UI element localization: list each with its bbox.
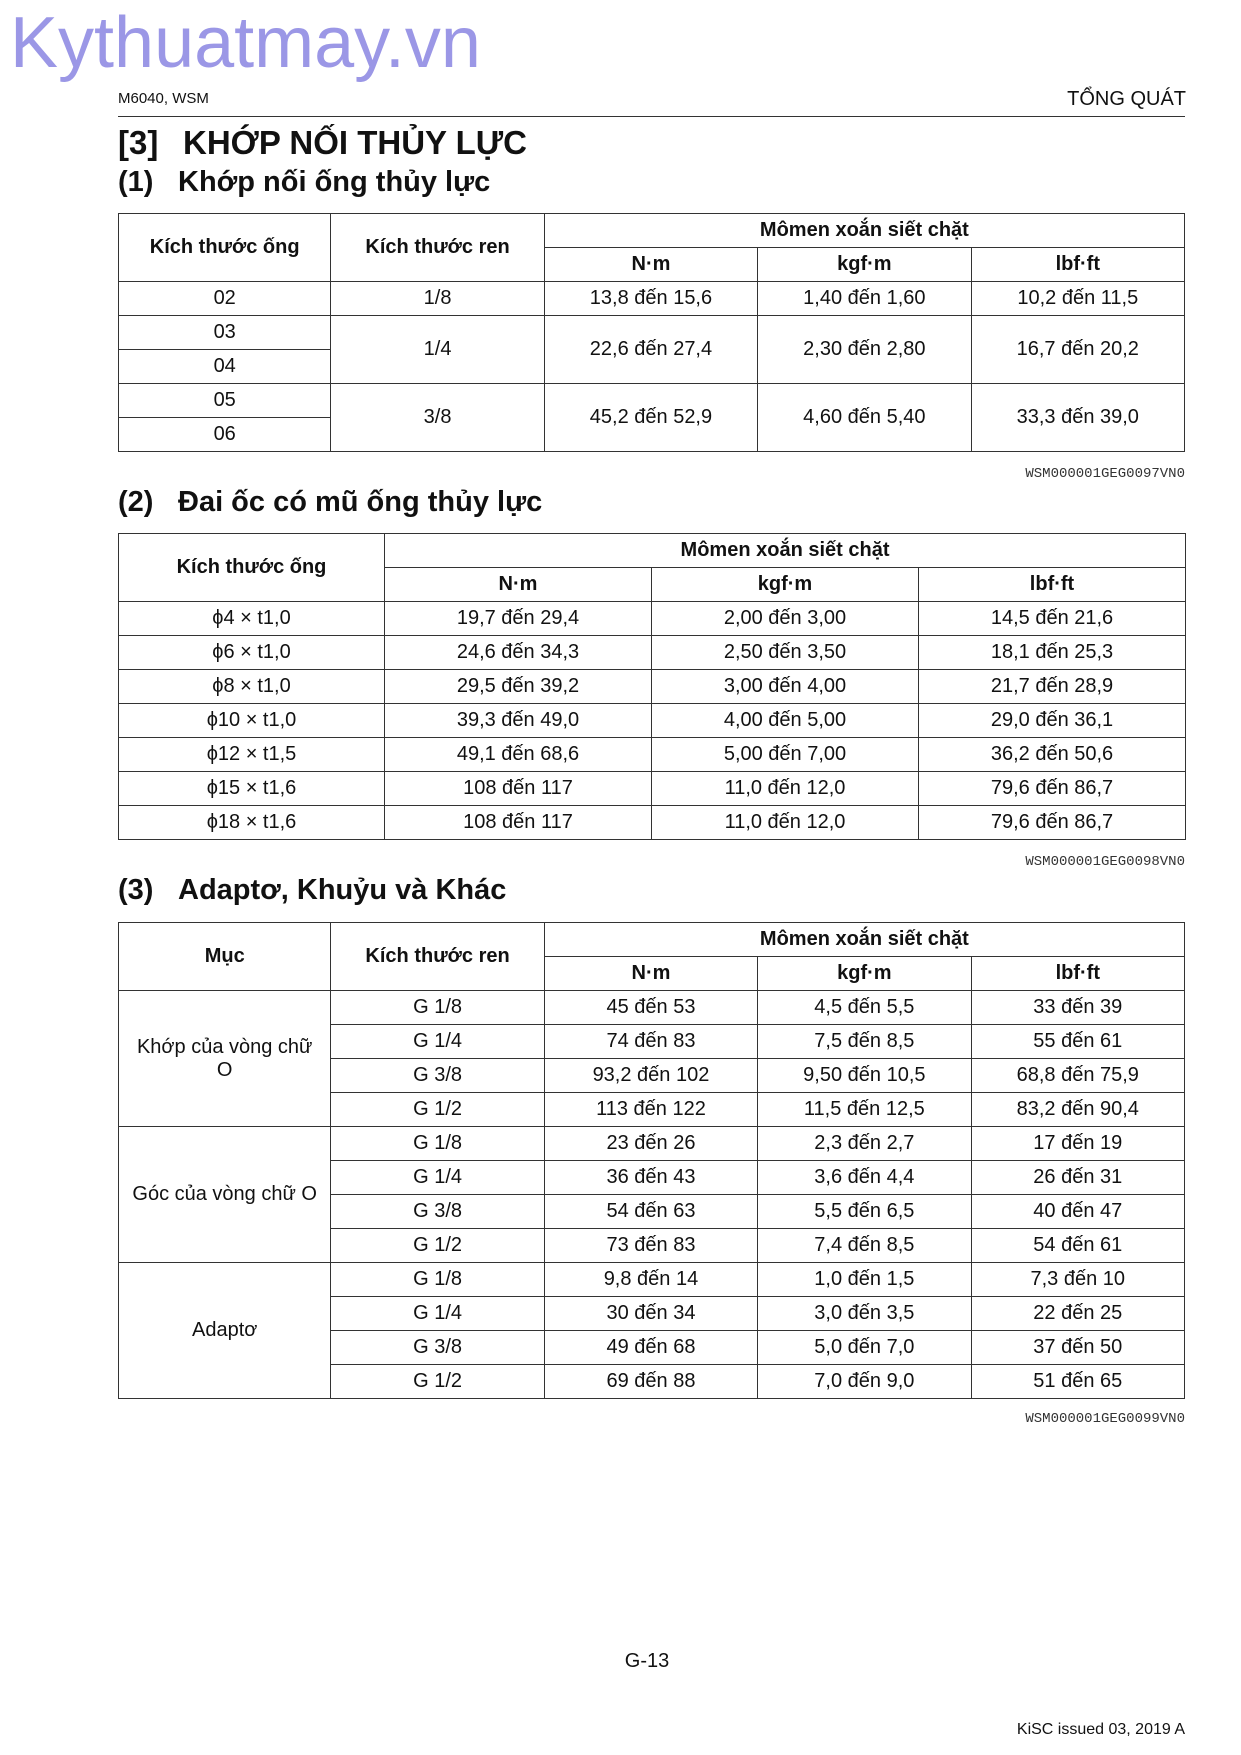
kgf-cell: 2,3 đến 2,7 xyxy=(758,1127,971,1161)
subsection-title: Adaptơ, Khuỷu và Khác xyxy=(178,874,507,906)
thread-cell: G 1/8 xyxy=(331,1127,544,1161)
document-code-1: WSM000001GEG0097VN0 xyxy=(1025,466,1185,482)
unit-kgfm: kgf·m xyxy=(652,568,919,602)
nm-cell: 13,8 đến 15,6 xyxy=(544,282,757,316)
kgf-cell: 11,0 đến 12,0 xyxy=(652,772,919,806)
unit-lbfft: lbf·ft xyxy=(971,957,1184,991)
header-model: M6040, WSM xyxy=(118,90,209,107)
table-row xyxy=(119,738,1186,772)
nm-cell: 113 đến 122 xyxy=(544,1093,757,1127)
kgf-cell: 5,00 đến 7,00 xyxy=(652,738,919,772)
subsection-title: Khớp nối ống thủy lực xyxy=(178,166,491,198)
kgf-cell: 7,0 đến 9,0 xyxy=(758,1365,971,1399)
thread-cell: G 1/2 xyxy=(331,1365,544,1399)
nm-cell: 49 đến 68 xyxy=(544,1331,757,1365)
pipe-size-cell: 02 xyxy=(119,282,331,316)
pipe-size-cell: 04 xyxy=(119,350,331,384)
col-header-thread-size: Kích thước ren xyxy=(331,214,544,282)
table-row xyxy=(119,670,1186,704)
page-number: G-13 xyxy=(624,1650,670,1672)
table-row xyxy=(119,1263,1185,1297)
col-header-item: Mục xyxy=(119,923,331,991)
nm-cell: 45 đến 53 xyxy=(544,991,757,1025)
unit-kgfm: kgf·m xyxy=(758,957,971,991)
thread-cell: G 1/8 xyxy=(331,1263,544,1297)
kgf-cell: 4,5 đến 5,5 xyxy=(758,991,971,1025)
thread-cell: G 3/8 xyxy=(331,1331,544,1365)
lbf-cell: 79,6 đến 86,7 xyxy=(919,772,1186,806)
nm-cell: 69 đến 88 xyxy=(544,1365,757,1399)
header-rule xyxy=(118,116,1185,117)
table-row xyxy=(119,316,1185,350)
nm-cell: 23 đến 26 xyxy=(544,1127,757,1161)
footer-issue: KiSC issued 03, 2019 A xyxy=(1016,1721,1185,1738)
table-row xyxy=(119,704,1186,738)
subsection-number: (2) xyxy=(118,486,154,518)
unit-nm: N·m xyxy=(544,248,757,282)
table-row xyxy=(119,991,1185,1025)
table-row xyxy=(119,1127,1185,1161)
table-row xyxy=(119,806,1186,840)
kgf-cell: 4,60 đến 5,40 xyxy=(758,384,971,452)
kgf-cell: 2,30 đến 2,80 xyxy=(758,316,971,384)
table-row xyxy=(119,384,1185,418)
nm-cell: 9,8 đến 14 xyxy=(544,1263,757,1297)
lbf-cell: 51 đến 65 xyxy=(971,1365,1184,1399)
subsection-number: (3) xyxy=(118,874,154,906)
pipe-size-cell: 05 xyxy=(119,384,331,418)
unit-nm: N·m xyxy=(385,568,652,602)
table-pipe-joint xyxy=(118,213,1185,452)
subsection-heading-2 xyxy=(118,486,542,519)
kgf-cell: 2,00 đến 3,00 xyxy=(652,602,919,636)
document-code-2: WSM000001GEG0098VN0 xyxy=(1025,854,1185,870)
nm-cell: 93,2 đến 102 xyxy=(544,1059,757,1093)
kgf-cell: 2,50 đến 3,50 xyxy=(652,636,919,670)
col-header-pipe-size: Kích thước ống xyxy=(119,214,331,282)
lbf-cell: 37 đến 50 xyxy=(971,1331,1184,1365)
lbf-cell: 83,2 đến 90,4 xyxy=(971,1093,1184,1127)
nm-cell: 108 đến 117 xyxy=(385,772,652,806)
kgf-cell: 5,0 đến 7,0 xyxy=(758,1331,971,1365)
thread-cell: G 1/4 xyxy=(331,1297,544,1331)
col-header-torque: Mômen xoắn siết chặt xyxy=(544,214,1184,248)
document-code-3: WSM000001GEG0099VN0 xyxy=(1025,1411,1185,1427)
subsection-title: Đai ốc có mũ ống thủy lực xyxy=(178,486,543,518)
pipe-size-cell: ϕ6 × t1,0 xyxy=(119,636,385,670)
nm-cell: 36 đến 43 xyxy=(544,1161,757,1195)
table-adapter-elbow xyxy=(118,922,1185,1399)
col-header-pipe-size: Kích thước ống xyxy=(119,534,385,602)
thread-cell: G 1/8 xyxy=(331,991,544,1025)
thread-cell: G 1/4 xyxy=(331,1025,544,1059)
thread-cell: 1/8 xyxy=(331,282,544,316)
lbf-cell: 26 đến 31 xyxy=(971,1161,1184,1195)
lbf-cell: 16,7 đến 20,2 xyxy=(971,316,1184,384)
lbf-cell: 54 đến 61 xyxy=(971,1229,1184,1263)
thread-cell: 1/4 xyxy=(331,316,544,384)
kgf-cell: 3,6 đến 4,4 xyxy=(758,1161,971,1195)
kgf-cell: 7,5 đến 8,5 xyxy=(758,1025,971,1059)
table-row xyxy=(119,602,1186,636)
lbf-cell: 33,3 đến 39,0 xyxy=(971,384,1184,452)
pipe-size-cell: 03 xyxy=(119,316,331,350)
pipe-size-cell: ϕ18 × t1,6 xyxy=(119,806,385,840)
table-row xyxy=(119,772,1186,806)
lbf-cell: 29,0 đến 36,1 xyxy=(919,704,1186,738)
subsection-heading-3 xyxy=(118,874,506,907)
lbf-cell: 14,5 đến 21,6 xyxy=(919,602,1186,636)
item-cell: Adaptơ xyxy=(119,1263,331,1399)
subsection-number: (1) xyxy=(118,166,154,198)
nm-cell: 39,3 đến 49,0 xyxy=(385,704,652,738)
pipe-size-cell: ϕ4 × t1,0 xyxy=(119,602,385,636)
nm-cell: 30 đến 34 xyxy=(544,1297,757,1331)
table-row xyxy=(119,282,1185,316)
unit-kgfm: kgf·m xyxy=(758,248,971,282)
thread-cell: G 1/4 xyxy=(331,1161,544,1195)
nm-cell: 19,7 đến 29,4 xyxy=(385,602,652,636)
nm-cell: 24,6 đến 34,3 xyxy=(385,636,652,670)
pipe-size-cell: ϕ10 × t1,0 xyxy=(119,704,385,738)
header-chapter: TỔNG QUÁT xyxy=(1067,88,1186,110)
watermark-logo: Kythuatmay.vn xyxy=(10,3,481,83)
lbf-cell: 17 đến 19 xyxy=(971,1127,1184,1161)
nm-cell: 29,5 đến 39,2 xyxy=(385,670,652,704)
col-header-thread-size: Kích thước ren xyxy=(331,923,544,991)
lbf-cell: 33 đến 39 xyxy=(971,991,1184,1025)
pipe-size-cell: ϕ12 × t1,5 xyxy=(119,738,385,772)
unit-nm: N·m xyxy=(544,957,757,991)
section-title: KHỚP NỐI THỦY LỰC xyxy=(183,124,528,161)
lbf-cell: 55 đến 61 xyxy=(971,1025,1184,1059)
nm-cell: 49,1 đến 68,6 xyxy=(385,738,652,772)
unit-lbfft: lbf·ft xyxy=(919,568,1186,602)
thread-cell: G 1/2 xyxy=(331,1229,544,1263)
kgf-cell: 11,5 đến 12,5 xyxy=(758,1093,971,1127)
unit-lbfft: lbf·ft xyxy=(971,248,1184,282)
table-row xyxy=(119,636,1186,670)
col-header-torque: Mômen xoắn siết chặt xyxy=(544,923,1184,957)
pipe-size-cell: ϕ8 × t1,0 xyxy=(119,670,385,704)
subsection-heading-1 xyxy=(118,166,490,199)
lbf-cell: 22 đến 25 xyxy=(971,1297,1184,1331)
item-cell: Khớp của vòng chữ O xyxy=(119,991,331,1127)
kgf-cell: 7,4 đến 8,5 xyxy=(758,1229,971,1263)
table-cap-nut xyxy=(118,533,1186,840)
kgf-cell: 1,40 đến 1,60 xyxy=(758,282,971,316)
kgf-cell: 3,00 đến 4,00 xyxy=(652,670,919,704)
lbf-cell: 79,6 đến 86,7 xyxy=(919,806,1186,840)
kgf-cell: 5,5 đến 6,5 xyxy=(758,1195,971,1229)
kgf-cell: 1,0 đến 1,5 xyxy=(758,1263,971,1297)
nm-cell: 22,6 đến 27,4 xyxy=(544,316,757,384)
lbf-cell: 10,2 đến 11,5 xyxy=(971,282,1184,316)
thread-cell: G 3/8 xyxy=(331,1195,544,1229)
nm-cell: 45,2 đến 52,9 xyxy=(544,384,757,452)
nm-cell: 108 đến 117 xyxy=(385,806,652,840)
nm-cell: 73 đến 83 xyxy=(544,1229,757,1263)
thread-cell: G 3/8 xyxy=(331,1059,544,1093)
lbf-cell: 68,8 đến 75,9 xyxy=(971,1059,1184,1093)
lbf-cell: 40 đến 47 xyxy=(971,1195,1184,1229)
nm-cell: 54 đến 63 xyxy=(544,1195,757,1229)
item-cell: Góc của vòng chữ O xyxy=(119,1127,331,1263)
lbf-cell: 18,1 đến 25,3 xyxy=(919,636,1186,670)
col-header-torque: Mômen xoắn siết chặt xyxy=(385,534,1186,568)
nm-cell: 74 đến 83 xyxy=(544,1025,757,1059)
lbf-cell: 36,2 đến 50,6 xyxy=(919,738,1186,772)
pipe-size-cell: ϕ15 × t1,6 xyxy=(119,772,385,806)
section-heading xyxy=(118,124,527,162)
lbf-cell: 21,7 đến 28,9 xyxy=(919,670,1186,704)
thread-cell: 3/8 xyxy=(331,384,544,452)
thread-cell: G 1/2 xyxy=(331,1093,544,1127)
kgf-cell: 9,50 đến 10,5 xyxy=(758,1059,971,1093)
pipe-size-cell: 06 xyxy=(119,418,331,452)
kgf-cell: 11,0 đến 12,0 xyxy=(652,806,919,840)
kgf-cell: 3,0 đến 3,5 xyxy=(758,1297,971,1331)
lbf-cell: 7,3 đến 10 xyxy=(971,1263,1184,1297)
section-number: [3] xyxy=(118,124,159,161)
kgf-cell: 4,00 đến 5,00 xyxy=(652,704,919,738)
